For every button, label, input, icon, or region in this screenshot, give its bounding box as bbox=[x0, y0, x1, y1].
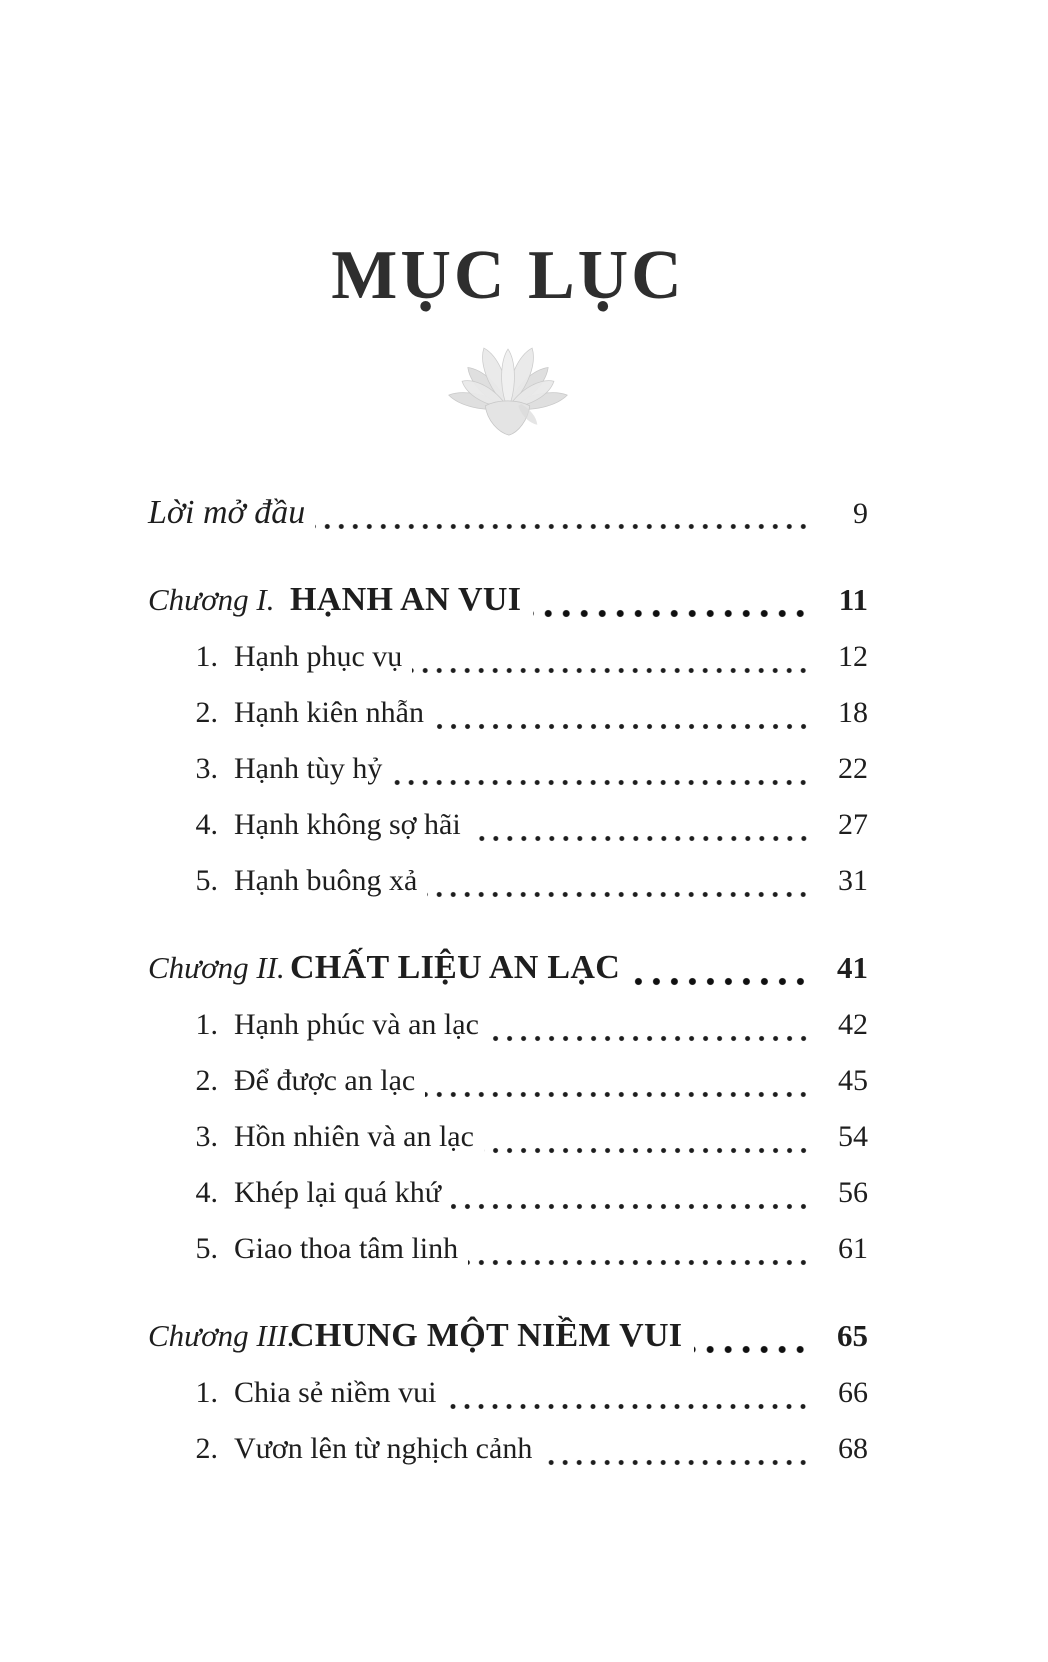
toc-item-row bbox=[148, 629, 868, 685]
item-title: Hạnh tùy hỷ bbox=[234, 752, 383, 785]
dot-leader bbox=[412, 666, 814, 675]
item-number: 3. bbox=[195, 1120, 218, 1153]
chapter-page-number: 41 bbox=[837, 950, 868, 985]
toc-chapter-row bbox=[148, 939, 868, 997]
dot-leader bbox=[471, 834, 814, 843]
toc-item-row bbox=[148, 1053, 868, 1109]
item-number: 1. bbox=[195, 640, 218, 673]
toc-item-row bbox=[148, 853, 868, 909]
item-page-number: 18 bbox=[838, 696, 868, 729]
item-number: 5. bbox=[195, 864, 218, 897]
dot-leader bbox=[694, 1345, 814, 1354]
item-page-number: 45 bbox=[838, 1064, 868, 1097]
page-title: MỤC LỤC bbox=[331, 237, 685, 314]
chapter-label: Chương III. bbox=[148, 1318, 296, 1353]
item-title: Chia sẻ niềm vui bbox=[234, 1376, 437, 1409]
chapter-label: Chương I. bbox=[148, 582, 275, 617]
toc-item-row bbox=[148, 1421, 868, 1477]
item-title: Hạnh không sợ hãi bbox=[234, 808, 461, 841]
toc-item-row bbox=[148, 1109, 868, 1165]
item-title: Khép lại quá khứ bbox=[234, 1176, 442, 1209]
toc-section bbox=[148, 571, 868, 909]
item-page-number: 31 bbox=[838, 864, 868, 897]
item-title: Hạnh kiên nhẫn bbox=[234, 696, 424, 729]
toc-item-row bbox=[148, 797, 868, 853]
toc-entry-preface bbox=[148, 486, 868, 541]
item-page-number: 68 bbox=[838, 1432, 868, 1465]
item-page-number: 12 bbox=[838, 640, 868, 673]
item-page-number: 54 bbox=[838, 1120, 868, 1153]
item-number: 2. bbox=[195, 1064, 218, 1097]
item-page-number: 61 bbox=[838, 1232, 868, 1265]
toc-item-row bbox=[148, 1365, 868, 1421]
dot-leader bbox=[425, 1090, 814, 1099]
chapter-title: CHUNG MỘT NIỀM VUI bbox=[290, 1317, 683, 1354]
dot-leader bbox=[468, 1258, 814, 1267]
toc-item-row bbox=[148, 685, 868, 741]
item-number: 4. bbox=[195, 1176, 218, 1209]
item-page-number: 22 bbox=[838, 752, 868, 785]
toc-item-row bbox=[148, 1165, 868, 1221]
item-title: Vươn lên từ nghịch cảnh bbox=[234, 1432, 533, 1465]
item-page-number: 66 bbox=[838, 1376, 868, 1409]
dot-leader bbox=[632, 977, 814, 986]
dot-leader bbox=[392, 778, 814, 787]
item-page-number: 27 bbox=[838, 808, 868, 841]
toc-section bbox=[148, 939, 868, 1277]
toc-section bbox=[148, 1307, 868, 1477]
dot-leader bbox=[315, 522, 814, 531]
dot-leader bbox=[489, 1034, 814, 1043]
toc-chapter-row bbox=[148, 1307, 868, 1365]
chapter-label: Chương II. bbox=[148, 950, 285, 985]
dot-leader bbox=[484, 1146, 814, 1155]
toc-item-row bbox=[148, 997, 868, 1053]
item-title: Hồn nhiên và an lạc bbox=[234, 1120, 474, 1153]
item-title: Hạnh phục vụ bbox=[234, 640, 403, 673]
chapter-page-number: 11 bbox=[838, 582, 868, 617]
preface-label: Lời mở đầu bbox=[148, 494, 306, 531]
item-number: 3. bbox=[195, 752, 218, 785]
item-number: 4. bbox=[195, 808, 218, 841]
dot-leader bbox=[451, 1202, 814, 1211]
dot-leader bbox=[427, 890, 814, 899]
item-title: Để được an lạc bbox=[234, 1064, 416, 1097]
preface-page-number: 9 bbox=[853, 497, 868, 530]
item-title: Giao thoa tâm linh bbox=[234, 1232, 459, 1265]
item-title: Hạnh buông xả bbox=[234, 864, 418, 897]
chapter-title: HẠNH AN VUI bbox=[290, 581, 522, 618]
item-number: 2. bbox=[195, 1432, 218, 1465]
toc-content bbox=[148, 0, 868, 1477]
item-number: 5. bbox=[195, 1232, 218, 1265]
dot-leader bbox=[446, 1402, 814, 1411]
toc-chapter-row bbox=[148, 571, 868, 629]
item-page-number: 56 bbox=[838, 1176, 868, 1209]
chapter-page-number: 65 bbox=[837, 1318, 868, 1353]
item-title: Hạnh phúc và an lạc bbox=[234, 1008, 479, 1041]
item-number: 2. bbox=[195, 696, 218, 729]
dot-leader bbox=[533, 609, 814, 618]
item-number: 1. bbox=[195, 1008, 218, 1041]
dot-leader bbox=[542, 1458, 814, 1467]
toc-item-row bbox=[148, 1221, 868, 1277]
chapter-title: CHẤT LIỆU AN LẠC bbox=[290, 949, 621, 986]
lotus-flower-icon bbox=[413, 332, 603, 438]
toc-item-row bbox=[148, 741, 868, 797]
item-number: 1. bbox=[195, 1376, 218, 1409]
dot-leader bbox=[434, 722, 814, 731]
item-page-number: 42 bbox=[838, 1008, 868, 1041]
toc-chapter-list bbox=[148, 571, 868, 1477]
